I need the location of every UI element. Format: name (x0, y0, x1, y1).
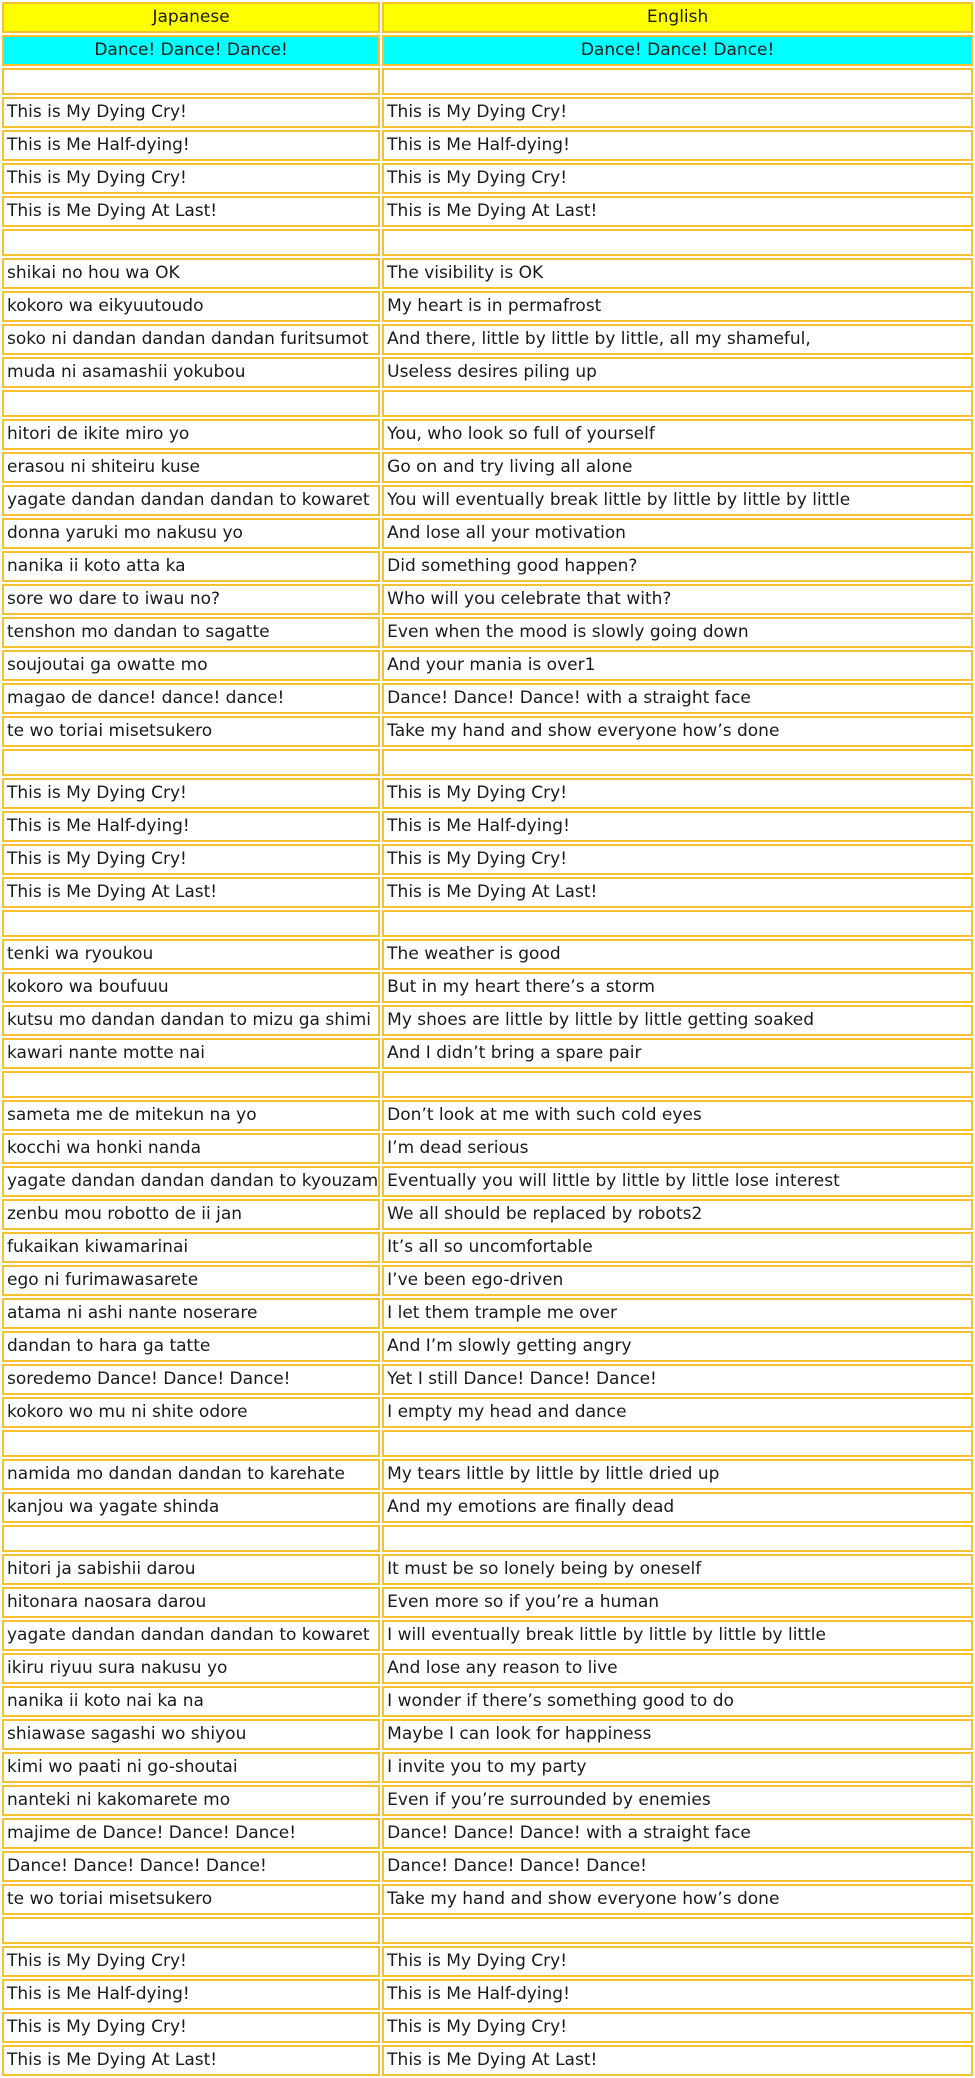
table-row (2, 68, 973, 95)
english-lyric-cell[interactable]: This is My Dying Cry! (382, 2012, 973, 2043)
table-row (2, 1818, 973, 1849)
english-lyric-cell[interactable]: I will eventually break little by little by little by little (382, 1620, 973, 1651)
table-row (2, 811, 973, 842)
english-lyric-cell[interactable] (382, 1071, 973, 1098)
english-lyric-cell[interactable]: Don’t look at me with such cold eyes (382, 1100, 973, 1131)
english-lyric-cell[interactable]: I invite you to my party (382, 1752, 973, 1783)
japanese-lyric-cell[interactable]: soko ni dandan dandan dandan furitsumot (2, 324, 380, 355)
english-lyric-cell[interactable]: And I’m slowly getting angry (382, 1331, 973, 1362)
table-row (2, 2012, 973, 2043)
table-row (2, 1979, 973, 2010)
english-lyric-cell[interactable] (382, 390, 973, 417)
table-row (2, 130, 973, 161)
english-lyric-cell[interactable]: But in my heart there’s a storm (382, 972, 973, 1003)
japanese-lyric-cell[interactable]: shikai no hou wa OK (2, 258, 380, 289)
table-row (2, 1298, 973, 1329)
japanese-lyric-cell[interactable]: te wo toriai misetsukero (2, 716, 380, 747)
english-lyric-cell[interactable]: And I didn’t bring a spare pair (382, 1038, 973, 1069)
english-lyric-cell[interactable]: My heart is in permafrost (382, 291, 973, 322)
english-lyric-cell[interactable]: My tears little by little by little dried up (382, 1459, 973, 1490)
english-lyric-cell[interactable] (382, 749, 973, 776)
table-row (2, 1364, 973, 1395)
japanese-lyric-cell[interactable]: yagate dandan dandan dandan to kowaret (2, 1620, 380, 1651)
english-lyric-cell[interactable]: You, who look so full of yourself (382, 419, 973, 450)
japanese-lyric-cell[interactable]: sore wo dare to iwau no? (2, 584, 380, 615)
english-lyric-cell[interactable]: Go on and try living all alone (382, 452, 973, 483)
english-lyric-cell[interactable]: Even more so if you’re a human (382, 1587, 973, 1618)
japanese-lyric-cell[interactable]: yagate dandan dandan dandan to kyouzam (2, 1166, 380, 1197)
english-lyric-cell[interactable]: I let them trample me over (382, 1298, 973, 1329)
english-lyric-cell[interactable]: My shoes are little by little by little getting soaked (382, 1005, 973, 1036)
english-lyric-cell[interactable]: Even if you’re surrounded by enemies (382, 1785, 973, 1816)
english-lyric-cell[interactable]: Take my hand and show everyone how’s done (382, 716, 973, 747)
english-lyric-cell[interactable]: Dance! Dance! Dance! Dance! (382, 1851, 973, 1882)
table-row (2, 258, 973, 289)
japanese-lyric-cell[interactable]: tenshon mo dandan to sagatte (2, 617, 380, 648)
table-row (2, 1587, 973, 1618)
table-row (2, 1554, 973, 1585)
japanese-lyric-cell[interactable] (2, 68, 380, 95)
table-row (2, 910, 973, 937)
english-lyric-cell[interactable]: Even when the mood is slowly going down (382, 617, 973, 648)
japanese-lyric-cell[interactable]: donna yaruki mo nakusu yo (2, 518, 380, 549)
japanese-lyric-cell[interactable]: ego ni furimawasarete (2, 1265, 380, 1296)
table-row (2, 972, 973, 1003)
table-row (2, 877, 973, 908)
japanese-lyric-cell[interactable]: This is Me Half-dying! (2, 130, 380, 161)
japanese-lyric-cell[interactable] (2, 1917, 380, 1944)
english-lyric-cell[interactable]: We all should be replaced by robots2 (382, 1199, 973, 1230)
language-header-row (2, 2, 973, 33)
table-row (2, 1686, 973, 1717)
english-lyric-cell[interactable]: The weather is good (382, 939, 973, 970)
table-row (2, 1232, 973, 1263)
table-row (2, 1199, 973, 1230)
japanese-lyric-cell[interactable]: nanteki ni kakomarete mo (2, 1785, 380, 1816)
english-lyric-cell[interactable]: This is My Dying Cry! (382, 97, 973, 128)
english-lyric-cell[interactable] (382, 910, 973, 937)
table-row (2, 844, 973, 875)
english-lyric-cell[interactable]: It must be so lonely being by oneself (382, 1554, 973, 1585)
table-row (2, 683, 973, 714)
english-lyric-cell[interactable]: The visibility is OK (382, 258, 973, 289)
japanese-lyric-cell[interactable]: Dance! Dance! Dance! Dance! (2, 1851, 380, 1882)
english-lyric-cell[interactable]: Yet I still Dance! Dance! Dance! (382, 1364, 973, 1395)
table-row (2, 357, 973, 388)
japanese-lyric-cell[interactable]: kokoro wa eikyuutoudo (2, 291, 380, 322)
japanese-lyric-cell[interactable]: kokoro wo mu ni shite odore (2, 1397, 380, 1428)
table-row (2, 97, 973, 128)
table-row (2, 1005, 973, 1036)
japanese-lyric-cell[interactable]: kokoro wa boufuuu (2, 972, 380, 1003)
japanese-lyric-cell[interactable]: This is My Dying Cry! (2, 2012, 380, 2043)
table-row (2, 1038, 973, 1069)
table-row (2, 939, 973, 970)
table-row (2, 518, 973, 549)
table-row (2, 1492, 973, 1523)
japanese-lyric-cell[interactable]: soredemo Dance! Dance! Dance! (2, 1364, 380, 1395)
japanese-lyric-cell[interactable]: majime de Dance! Dance! Dance! (2, 1818, 380, 1849)
table-row (2, 1166, 973, 1197)
japanese-lyric-cell[interactable]: kawari nante motte nai (2, 1038, 380, 1069)
japanese-lyric-cell[interactable]: This is My Dying Cry! (2, 778, 380, 809)
table-row (2, 1785, 973, 1816)
table-row (2, 650, 973, 681)
table-row (2, 1653, 973, 1684)
english-lyric-cell[interactable]: This is Me Half-dying! (382, 811, 973, 842)
japanese-lyric-cell[interactable]: hitori ja sabishii darou (2, 1554, 380, 1585)
japanese-lyric-cell[interactable]: This is Me Dying At Last! (2, 877, 380, 908)
table-row (2, 1430, 973, 1457)
english-lyric-cell[interactable]: This is My Dying Cry! (382, 778, 973, 809)
english-lyric-cell[interactable]: This is Me Dying At Last! (382, 2045, 973, 2076)
table-row (2, 1884, 973, 1915)
japanese-lyric-cell[interactable]: atama ni ashi nante noserare (2, 1298, 380, 1329)
english-lyric-cell[interactable]: Maybe I can look for happiness (382, 1719, 973, 1750)
japanese-lyric-cell[interactable]: magao de dance! dance! dance! (2, 683, 380, 714)
lyrics-body (2, 68, 973, 2076)
japanese-lyric-cell[interactable]: nanika ii koto atta ka (2, 551, 380, 582)
english-lyric-cell[interactable]: This is My Dying Cry! (382, 1946, 973, 1977)
table-row (2, 1459, 973, 1490)
english-lyric-cell[interactable]: Dance! Dance! Dance! with a straight face (382, 683, 973, 714)
table-row (2, 1525, 973, 1552)
table-row (2, 163, 973, 194)
english-lyric-cell[interactable]: I’ve been ego-driven (382, 1265, 973, 1296)
japanese-lyric-cell[interactable]: This is Me Dying At Last! (2, 196, 380, 227)
english-lyric-cell[interactable] (382, 1525, 973, 1552)
english-lyric-cell[interactable]: And there, little by little by little, all my shameful, (382, 324, 973, 355)
table-row (2, 778, 973, 809)
table-row (2, 749, 973, 776)
japanese-lyric-cell[interactable] (2, 1525, 380, 1552)
table-row (2, 1100, 973, 1131)
table-row (2, 1946, 973, 1977)
japanese-lyric-cell[interactable] (2, 229, 380, 256)
table-row (2, 1397, 973, 1428)
table-row (2, 485, 973, 516)
english-lyric-cell[interactable]: Useless desires piling up (382, 357, 973, 388)
japanese-lyric-cell[interactable] (2, 390, 380, 417)
japanese-lyric-cell[interactable]: te wo toriai misetsukero (2, 1884, 380, 1915)
japanese-lyric-cell[interactable]: shiawase sagashi wo shiyou (2, 1719, 380, 1750)
japanese-lyric-cell[interactable]: erasou ni shiteiru kuse (2, 452, 380, 483)
japanese-lyric-cell[interactable]: This is My Dying Cry! (2, 1946, 380, 1977)
table-row (2, 617, 973, 648)
table-row (2, 1752, 973, 1783)
english-lyric-cell[interactable]: This is Me Dying At Last! (382, 877, 973, 908)
english-lyric-cell[interactable]: This is My Dying Cry! (382, 844, 973, 875)
japanese-lyric-cell[interactable]: kimi wo paati ni go-shoutai (2, 1752, 380, 1783)
english-lyric-cell[interactable]: Eventually you will little by little by little lose interest (382, 1166, 973, 1197)
table-row (2, 390, 973, 417)
japanese-lyric-cell[interactable]: kutsu mo dandan dandan to mizu ga shimi (2, 1005, 380, 1036)
table-row (2, 1265, 973, 1296)
japanese-lyric-cell[interactable] (2, 910, 380, 937)
english-lyric-cell[interactable]: I’m dead serious (382, 1133, 973, 1164)
japanese-lyric-cell[interactable]: ikiru riyuu sura nakusu yo (2, 1653, 380, 1684)
table-row (2, 291, 973, 322)
english-lyric-cell[interactable]: This is Me Half-dying! (382, 1979, 973, 2010)
table-row (2, 1620, 973, 1651)
english-lyric-cell[interactable]: I wonder if there’s something good to do (382, 1686, 973, 1717)
table-row (2, 1331, 973, 1362)
table-row (2, 1851, 973, 1882)
japanese-lyric-cell[interactable]: This is My Dying Cry! (2, 844, 380, 875)
japanese-lyric-cell[interactable]: fukaikan kiwamarinai (2, 1232, 380, 1263)
english-lyric-cell[interactable]: This is Me Dying At Last! (382, 196, 973, 227)
japanese-column-header[interactable]: Japanese (2, 2, 380, 33)
japanese-lyric-cell[interactable]: yagate dandan dandan dandan to kowaret (2, 485, 380, 516)
table-row (2, 1133, 973, 1164)
english-lyric-cell[interactable]: And your mania is over1 (382, 650, 973, 681)
english-lyric-cell[interactable]: And lose any reason to live (382, 1653, 973, 1684)
japanese-lyric-cell[interactable] (2, 1071, 380, 1098)
japanese-lyric-cell[interactable]: kanjou wa yagate shinda (2, 1492, 380, 1523)
english-lyric-cell[interactable]: And lose all your motivation (382, 518, 973, 549)
table-row (2, 1719, 973, 1750)
japanese-lyric-cell[interactable] (2, 1430, 380, 1457)
japanese-lyric-cell[interactable]: muda ni asamashii yokubou (2, 357, 380, 388)
table-row (2, 419, 973, 450)
japanese-lyric-cell[interactable]: This is Me Half-dying! (2, 811, 380, 842)
japanese-lyric-cell[interactable] (2, 749, 380, 776)
english-lyric-cell[interactable]: Did something good happen? (382, 551, 973, 582)
english-lyric-cell[interactable] (382, 1430, 973, 1457)
english-lyric-cell[interactable]: And my emotions are finally dead (382, 1492, 973, 1523)
japanese-lyric-cell[interactable]: This is My Dying Cry! (2, 163, 380, 194)
english-lyric-cell[interactable]: Who will you celebrate that with? (382, 584, 973, 615)
table-row (2, 551, 973, 582)
song-title-row (2, 35, 973, 66)
table-row (2, 2045, 973, 2076)
japanese-lyric-cell[interactable]: zenbu mou robotto de ii jan (2, 1199, 380, 1230)
japanese-lyric-cell[interactable]: This is My Dying Cry! (2, 97, 380, 128)
english-lyric-cell[interactable] (382, 229, 973, 256)
english-column-header[interactable]: English (382, 2, 973, 33)
song-title-japanese[interactable]: Dance! Dance! Dance! (2, 35, 380, 66)
english-lyric-cell[interactable]: Take my hand and show everyone how’s done (382, 1884, 973, 1915)
japanese-lyric-cell[interactable]: dandan to hara ga tatte (2, 1331, 380, 1362)
english-lyric-cell[interactable] (382, 1917, 973, 1944)
english-lyric-cell[interactable]: It’s all so uncomfortable (382, 1232, 973, 1263)
table-row (2, 716, 973, 747)
japanese-lyric-cell[interactable]: kocchi wa honki nanda (2, 1133, 380, 1164)
japanese-lyric-cell[interactable]: hitonara naosara darou (2, 1587, 380, 1618)
japanese-lyric-cell[interactable]: sameta me de mitekun na yo (2, 1100, 380, 1131)
table-row (2, 452, 973, 483)
english-lyric-cell[interactable]: I empty my head and dance (382, 1397, 973, 1428)
table-row (2, 584, 973, 615)
english-lyric-cell[interactable]: This is My Dying Cry! (382, 163, 973, 194)
song-title-english[interactable]: Dance! Dance! Dance! (382, 35, 973, 66)
japanese-lyric-cell[interactable]: This is Me Dying At Last! (2, 2045, 380, 2076)
japanese-lyric-cell[interactable]: nanika ii koto nai ka na (2, 1686, 380, 1717)
table-row (2, 229, 973, 256)
english-lyric-cell[interactable]: Dance! Dance! Dance! with a straight face (382, 1818, 973, 1849)
table-row (2, 196, 973, 227)
japanese-lyric-cell[interactable]: tenki wa ryoukou (2, 939, 380, 970)
japanese-lyric-cell[interactable]: This is Me Half-dying! (2, 1979, 380, 2010)
table-row (2, 1071, 973, 1098)
japanese-lyric-cell[interactable]: hitori de ikite miro yo (2, 419, 380, 450)
table-row (2, 324, 973, 355)
japanese-lyric-cell[interactable]: soujoutai ga owatte mo (2, 650, 380, 681)
table-row (2, 1917, 973, 1944)
japanese-lyric-cell[interactable]: namida mo dandan dandan to karehate (2, 1459, 380, 1490)
english-lyric-cell[interactable] (382, 68, 973, 95)
english-lyric-cell[interactable]: You will eventually break little by little by little by little (382, 485, 973, 516)
english-lyric-cell[interactable]: This is Me Half-dying! (382, 130, 973, 161)
